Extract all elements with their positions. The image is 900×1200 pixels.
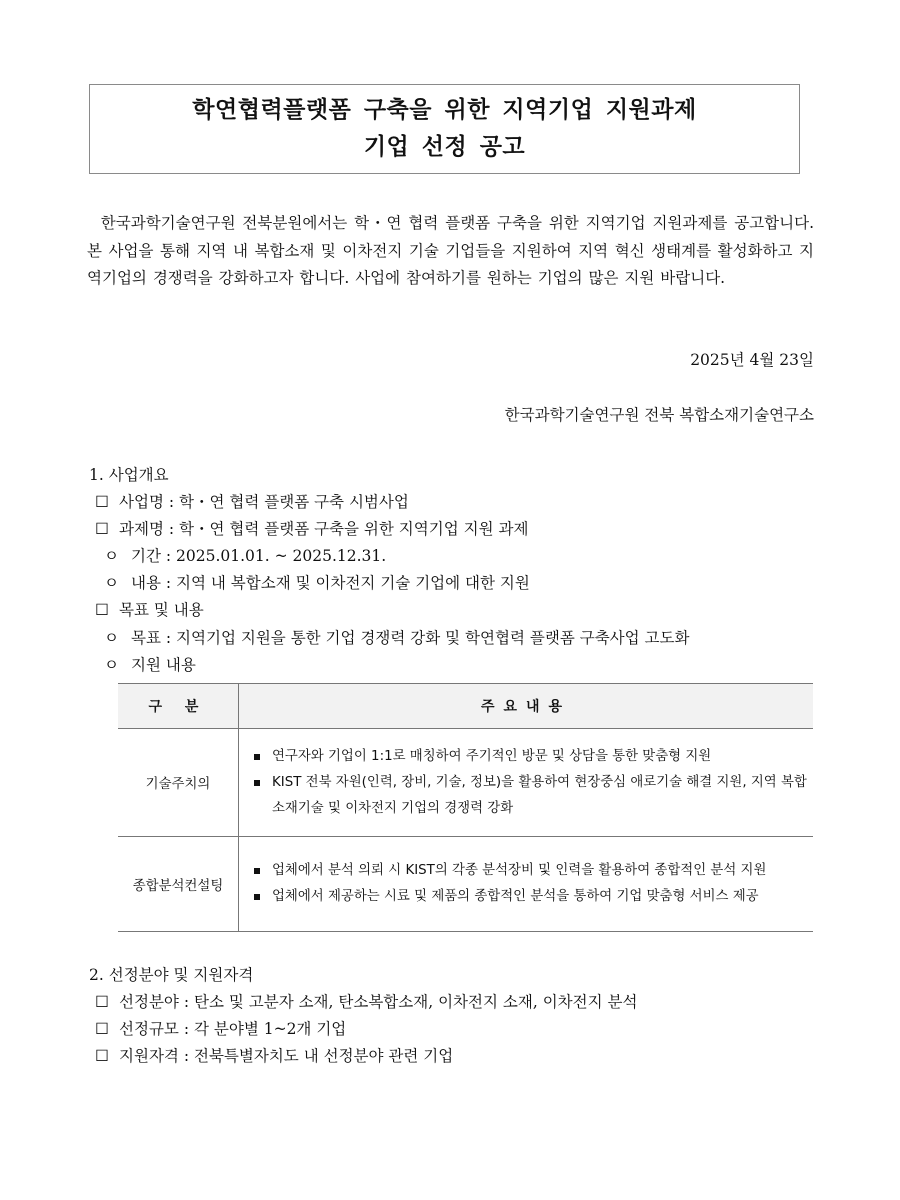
circle-bullet-icon: ㅇ [104,547,119,565]
checkbox-bullet-icon: ☐ [95,520,109,538]
square-bullet-icon [254,754,260,760]
checkbox-bullet-icon: ☐ [95,1020,109,1038]
title-line-1: 학연협력플랫폼 구축을 위한 지역기업 지원과제 [192,97,697,123]
selection-field: 선정분야 : 탄소 및 고분자 소재, 탄소복합소재, 이차전지 소재, 이차전지 분석 [119,993,638,1011]
item-text: 업체에서 제공하는 시료 및 제품의 종합적인 분석을 통하여 기업 맞춤형 서비스 제공 [272,889,759,904]
table-row [118,837,813,932]
selection-scale: 선정규모 : 각 분야별 1~2개 기업 [119,1020,347,1038]
field-row [95,990,637,1012]
project-name-row [95,490,409,512]
circle-bullet-icon: ㅇ [104,574,119,592]
goal: 목표 : 지역기업 지원을 통한 기업 경쟁력 강화 및 학연협력 플랫폼 구축사업 고도화 [131,629,690,647]
period-row [104,544,386,566]
content: 내용 : 지역 내 복합소재 및 이차전지 기술 기업에 대한 지원 [131,574,530,592]
support-table [118,683,813,932]
intro-paragraph [87,210,814,293]
list-item [254,858,812,884]
task-name: 과제명 : 학・연 협력 플랫폼 구축을 위한 지역기업 지원 과제 [119,520,529,538]
eligibility: 지원자격 : 전북특별자치도 내 선정분야 관련 기업 [119,1047,454,1065]
table-header-row [118,684,813,729]
list-item [254,744,812,770]
support-heading-row [104,653,196,675]
row-category: 기술주치의 [118,729,239,837]
support-heading: 지원 내용 [131,656,196,674]
intro-text: 한국과학기술연구원 전북분원에서는 학・연 협력 플랫폼 구축을 위한 지역기업 지원과제를 공고합니다. 본 사업을 통해 지역 내 복합소재 및 이차전지 기술 기업들을 지원하여 지역 혁신 생태계를 활성화하고 지역기업의 경쟁력을 강화하고자 합니다. 사업에 참여하기를 원하는 기업의 많은 지원 바랍니다. [87,214,814,287]
content-row [104,571,530,593]
header-category: 구 분 [118,684,239,729]
row-content [239,729,814,837]
announcement-date: 2025년 4월 23일 [690,351,814,369]
checkbox-bullet-icon: ☐ [95,493,109,511]
checkbox-bullet-icon: ☐ [95,1047,109,1065]
checkbox-bullet-icon: ☐ [95,601,109,619]
title-line-2: 기업 선정 공고 [363,134,526,160]
square-bullet-icon [254,780,260,786]
scale-row [95,1017,346,1039]
row-content [239,837,814,932]
item-text: 업체에서 분석 의뢰 시 KIST의 각종 분석장비 및 인력을 활용하여 종합적인 분석 지원 [272,863,767,878]
square-bullet-icon [254,868,260,874]
goals-heading-row [95,598,204,620]
title-box [89,84,800,174]
section2-heading: 2. 선정분야 및 지원자격 [89,966,254,984]
goals-heading: 목표 및 내용 [119,601,204,619]
goal-row [104,626,689,648]
row-category: 종합분석컨설팅 [118,837,239,932]
header-content: 주요내용 [239,684,814,729]
task-name-row [95,517,528,539]
eligibility-row [95,1044,453,1066]
section1-heading: 1. 사업개요 [89,466,169,484]
item-text: 연구자와 기업이 1:1로 매칭하여 주기적인 방문 및 상담을 통한 맞춤형 지원 [272,748,712,764]
item-text: KIST 전북 자원(인력, 장비, 기술, 정보)을 활용하여 현장중심 애로기술 해결 지원, 지역 복합소재기술 및 이차전지 기업의 경쟁력 강화 [272,774,807,816]
list-item [254,884,812,910]
circle-bullet-icon: ㅇ [104,656,119,674]
checkbox-bullet-icon: ☐ [95,993,109,1011]
circle-bullet-icon: ㅇ [104,629,119,647]
square-bullet-icon [254,894,260,900]
period: 기간 : 2025.01.01. ~ 2025.12.31. [131,547,387,565]
project-name: 사업명 : 학・연 협력 플랫폼 구축 시범사업 [119,493,409,511]
list-item [254,770,812,822]
organization-name: 한국과학기술연구원 전북 복합소재기술연구소 [504,406,814,424]
table-row [118,729,813,837]
